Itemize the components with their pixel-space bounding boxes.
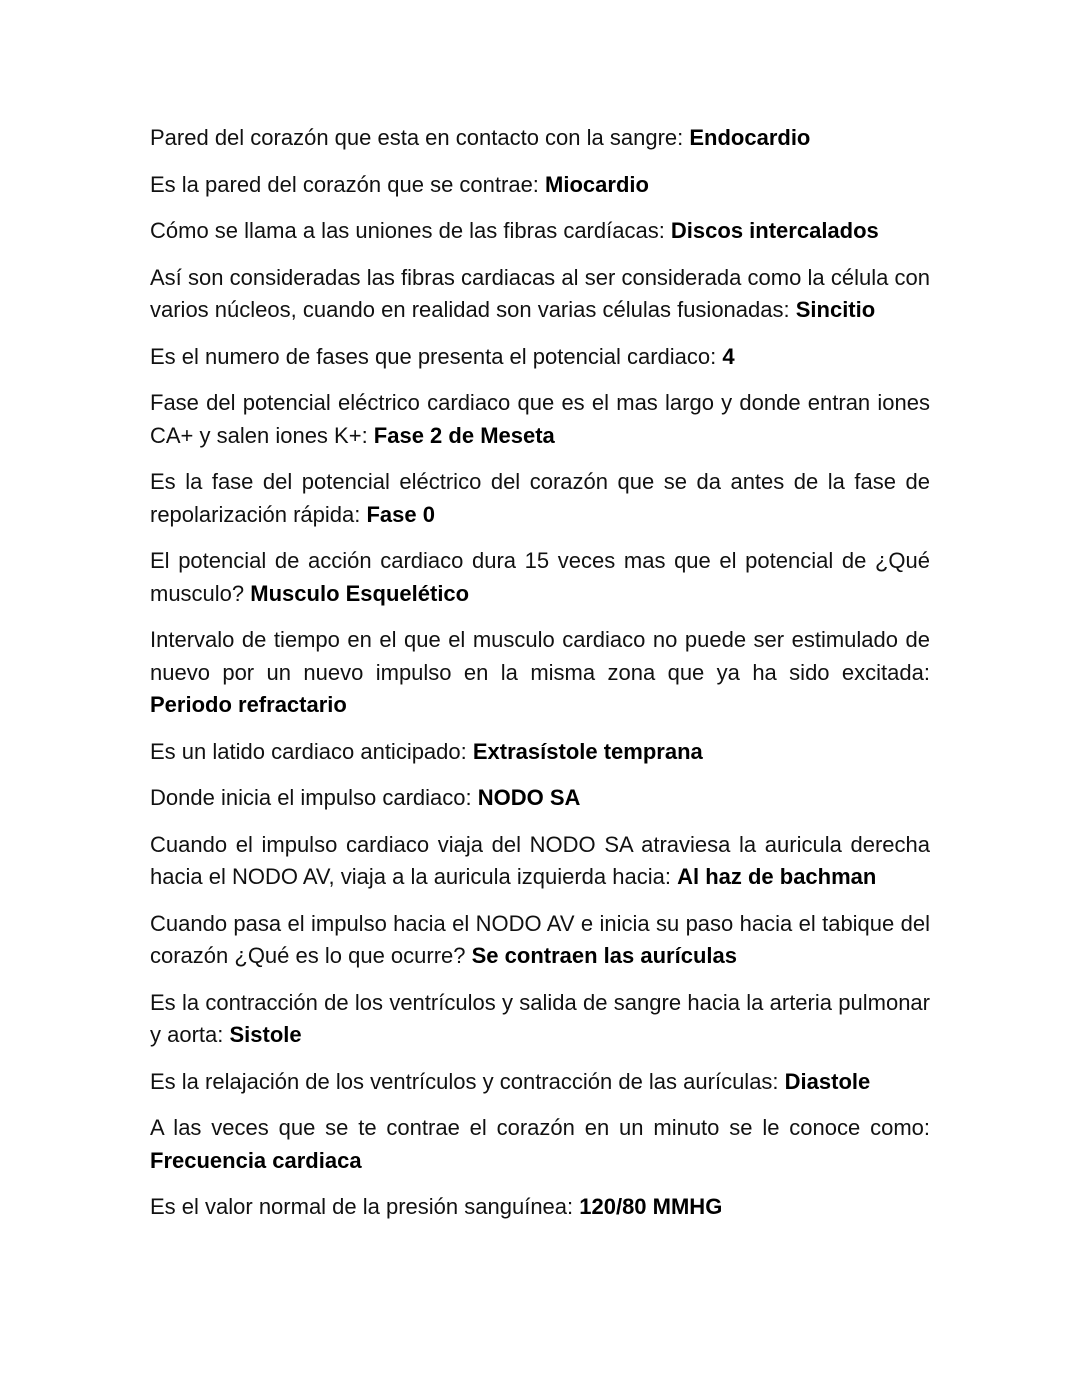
question-text: Es el numero de fases que presenta el potencial cardiaco: bbox=[150, 343, 723, 369]
answer-text: Sincitio bbox=[795, 297, 876, 322]
answer-text: Discos intercalados bbox=[670, 218, 879, 243]
question-text: Es la relajación de los ventrículos y contracción de las aurículas: bbox=[150, 1068, 785, 1094]
answer-text: Periodo refractario bbox=[150, 692, 347, 717]
answer-text: Endocardio bbox=[689, 125, 811, 150]
question-text: Donde inicia el impulso cardiaco: bbox=[150, 785, 478, 810]
question-text: Cuando el impulso cardiaco viaja del NODO SA atraviesa la auricula derecha hacia el NODO AV, viaja a la auricula izquierda hacia: bbox=[150, 831, 930, 889]
answer-text: NODO SA bbox=[477, 785, 581, 810]
answer-text: Extrasístole temprana bbox=[472, 738, 703, 764]
question-text: Fase del potencial eléctrico cardiaco que es el mas largo y donde entran iones CA+ y salen iones K+: bbox=[150, 390, 930, 448]
document-page bbox=[150, 122, 930, 1238]
qa-item-sincitio bbox=[150, 262, 930, 327]
qa-item-periodo-refractario bbox=[150, 624, 930, 722]
answer-text: Fase 2 de Meseta bbox=[373, 422, 555, 448]
question-text: Cómo se llama a las uniones de las fibras cardíacas: bbox=[150, 218, 671, 243]
answer-text: Miocardio bbox=[545, 171, 649, 197]
answer-text: Se contraen las aurículas bbox=[471, 943, 737, 968]
qa-item-fase-0 bbox=[150, 466, 930, 531]
qa-item-nodo-sa bbox=[150, 782, 930, 815]
question-text: El potencial de acción cardiaco dura 15 veces mas que el potencial de ¿Qué musculo? bbox=[150, 548, 930, 606]
qa-item-diastole bbox=[150, 1066, 930, 1099]
qa-item-miocardio bbox=[150, 169, 930, 202]
answer-text: Fase 0 bbox=[366, 501, 435, 527]
answer-text: Frecuencia cardiaca bbox=[150, 1147, 362, 1173]
qa-item-extrasistole bbox=[150, 736, 930, 769]
qa-item-contraen-auriculas bbox=[150, 908, 930, 973]
question-text: Es la pared del corazón que se contrae: bbox=[150, 171, 546, 197]
question-text: Es la contracción de los ventrículos y salida de sangre hacia la arteria pulmonar y aorta: bbox=[150, 989, 930, 1047]
qa-item-haz-bachman bbox=[150, 829, 930, 894]
qa-item-musculo-esqueletico bbox=[150, 545, 930, 610]
question-text: Es la fase del potencial eléctrico del corazón que se da antes de la fase de repolarización rápida: bbox=[150, 469, 930, 527]
answer-text: 4 bbox=[722, 343, 735, 369]
answer-text: Sistole bbox=[229, 1022, 302, 1047]
qa-item-presion-sanguinea bbox=[150, 1191, 930, 1224]
qa-item-endocardio bbox=[150, 122, 930, 155]
question-text: Intervalo de tiempo en el que el musculo cardiaco no puede ser estimulado de nuevo por un nuevo impulso en la misma zona que ya ha sido excitada: bbox=[150, 627, 930, 685]
qa-item-discos-intercalados bbox=[150, 215, 930, 248]
answer-text: Musculo Esquelético bbox=[250, 580, 470, 606]
question-text: Pared del corazón que esta en contacto con la sangre: bbox=[150, 125, 690, 150]
question-text: Así son consideradas las fibras cardiacas al ser considerada como la célula con varios núcleos, cuando en realidad son varias células fusionadas: bbox=[150, 264, 930, 322]
answer-text: Diastole bbox=[784, 1068, 871, 1094]
question-text: Es el valor normal de la presión sanguínea: bbox=[150, 1194, 580, 1219]
question-text: Cuando pasa el impulso hacia el NODO AV e inicia su paso hacia el tabique del corazón ¿Qué es lo que ocurre? bbox=[150, 910, 930, 968]
qa-item-sistole bbox=[150, 987, 930, 1052]
qa-item-fase-meseta bbox=[150, 387, 930, 452]
question-text: Es un latido cardiaco anticipado: bbox=[150, 738, 473, 764]
answer-text: Al haz de bachman bbox=[677, 864, 877, 889]
qa-item-frecuencia-cardiaca bbox=[150, 1112, 930, 1177]
answer-text: 120/80 MMHG bbox=[579, 1194, 723, 1219]
question-text: A las veces que se te contrae el corazón en un minuto se le conoce como: bbox=[150, 1115, 930, 1140]
qa-item-numero-fases bbox=[150, 341, 930, 374]
